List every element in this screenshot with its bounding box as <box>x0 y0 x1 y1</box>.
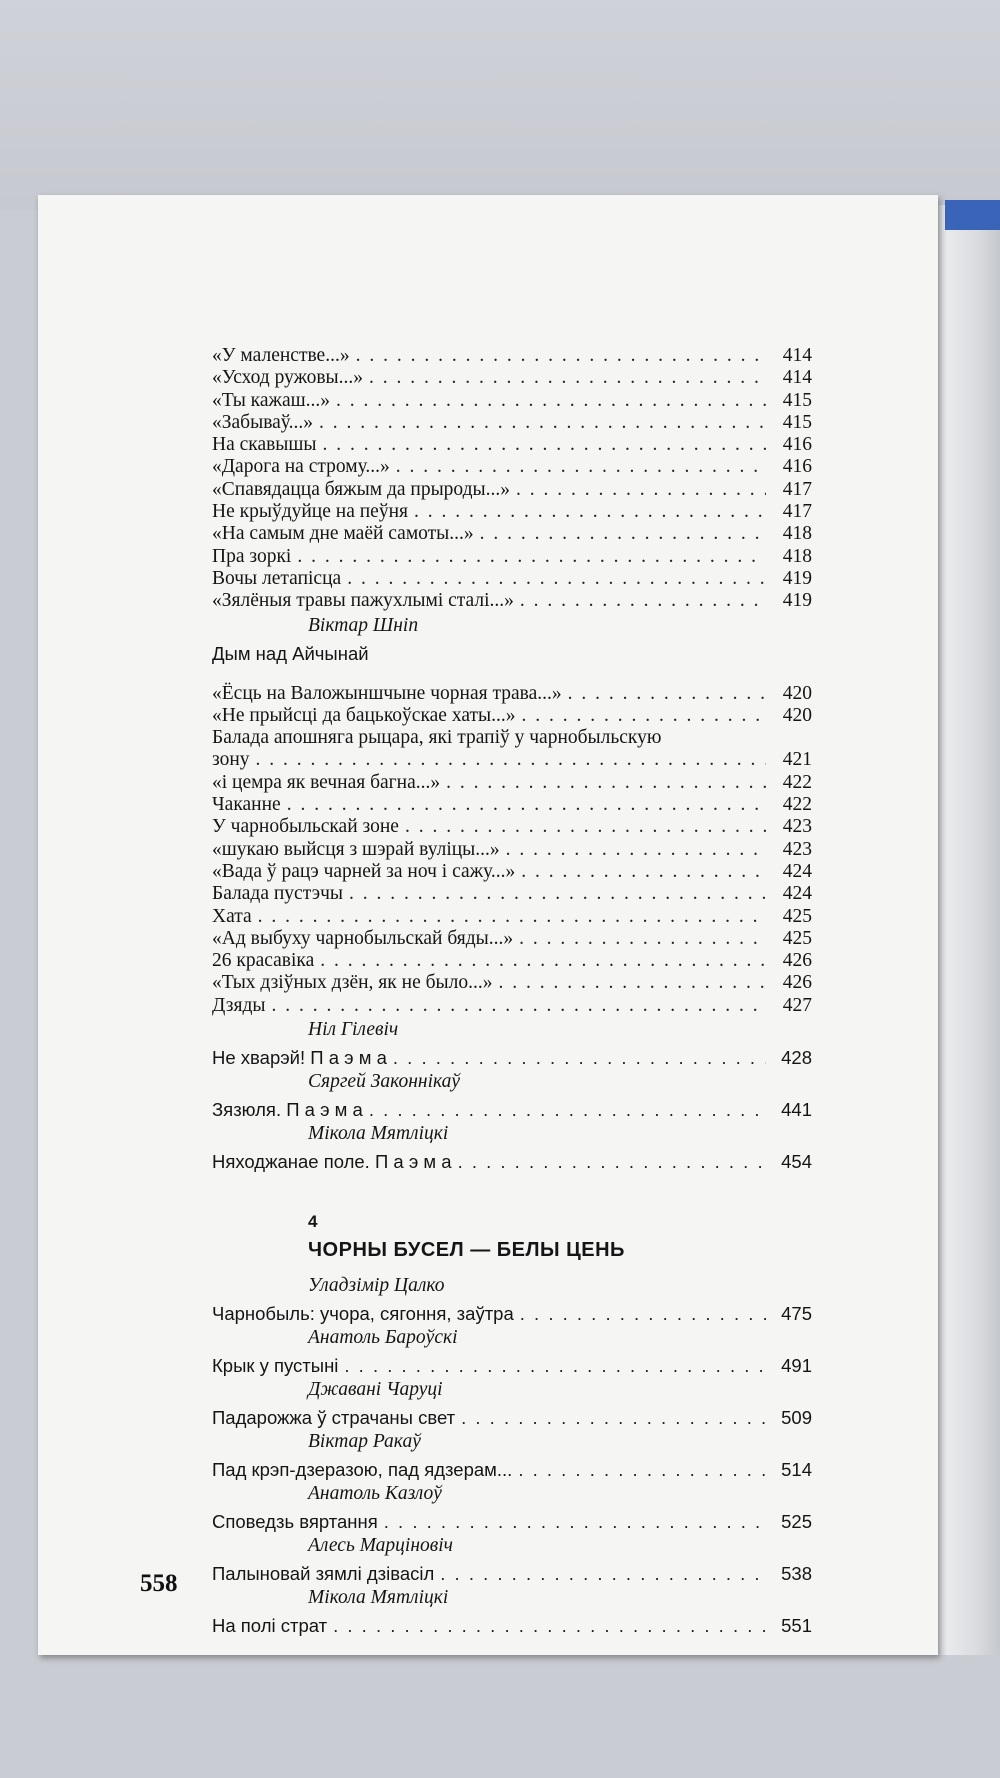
toc-entry-title-cont: зону <box>212 749 250 771</box>
toc-entry-page: 416 <box>782 434 812 456</box>
toc-entry-title: Споведзь вяртання <box>212 1510 378 1532</box>
toc-entry-page: 418 <box>782 523 812 545</box>
toc-entry <box>212 1559 812 1585</box>
toc-entry-title: «Тых дзіўных дзён, як не было...» <box>212 972 493 994</box>
leader-dots <box>336 390 766 412</box>
toc-entry <box>212 972 812 994</box>
author-name: Мікола Мятліцкі <box>308 1587 449 1609</box>
toc-entry-title: На полі страт <box>212 1614 328 1636</box>
leader-dots <box>506 839 766 861</box>
toc-entry-page: 414 <box>782 367 812 389</box>
toc-entry-title: «Забываў...» <box>212 411 313 433</box>
toc-entry <box>212 590 812 612</box>
toc-entry-page: 525 <box>781 1510 812 1532</box>
toc-entry-page: 425 <box>782 927 812 949</box>
leader-dots <box>458 1151 766 1173</box>
leader-dots <box>333 1615 766 1637</box>
toc-entry <box>212 456 812 478</box>
leader-dots <box>520 590 766 612</box>
toc-entry-title: «Ёсць на Валожыншчыне чорная трава...» <box>212 682 562 704</box>
toc-entry-title: «На самым дне маёй самоты...» <box>212 523 474 545</box>
toc-entry <box>212 995 812 1017</box>
leader-dots <box>516 479 766 501</box>
toc-entry-title: Не крыўдуйце на пеўня <box>212 501 408 523</box>
author-name: Анатоль Казлоў <box>308 1483 442 1505</box>
toc-entry-title: Вочы летапісца <box>212 567 342 589</box>
toc-entry-page: 426 <box>782 972 812 994</box>
toc-group-2 <box>212 683 812 728</box>
toc-entry <box>212 390 812 412</box>
toc-entry-title: 26 красавіка <box>212 950 315 972</box>
table-of-contents <box>212 345 812 1637</box>
leader-dots <box>320 950 766 972</box>
leader-dots <box>369 367 766 389</box>
leader-dots <box>349 883 766 905</box>
author-name: Мікола Мятліцкі <box>308 1123 449 1145</box>
toc-entry-page: 424 <box>782 860 812 882</box>
toc-entry-title: Няходжанае поле. П а э м а <box>212 1150 452 1172</box>
toc-entry-page: 416 <box>782 456 812 478</box>
toc-entry <box>212 1507 812 1533</box>
toc-entry-title: «Усход ружовы...» <box>212 367 364 389</box>
toc-entry-title: Хата <box>212 905 252 927</box>
toc-entry-title: Крык у пустыні <box>212 1354 339 1376</box>
leader-dots <box>461 1407 766 1429</box>
toc-entry-page: 475 <box>781 1302 812 1324</box>
leader-dots <box>323 434 766 456</box>
section-number: 4 <box>308 1212 318 1232</box>
toc-entry-page: 419 <box>782 590 812 612</box>
toc-entry-page: 417 <box>782 501 812 523</box>
toc-entry-page: 415 <box>782 411 812 433</box>
toc-poems <box>212 1017 812 1173</box>
toc-entry-title: Палыновай зямлі дзівасіл <box>212 1562 435 1584</box>
toc-entry-page: 441 <box>781 1098 812 1120</box>
leader-dots <box>393 1047 766 1069</box>
toc-entry-title: «Не прыйсці да бацькоўскае хаты...» <box>212 704 516 726</box>
toc-entry-page: 454 <box>781 1150 812 1172</box>
toc-entry <box>212 1403 812 1429</box>
toc-entry <box>212 1455 812 1481</box>
toc-entry-page: 414 <box>782 345 812 366</box>
toc-entry-title: Чаканне <box>212 794 281 816</box>
toc-entry-page: 509 <box>781 1406 812 1428</box>
toc-entry <box>212 568 812 590</box>
toc-entry-page: 514 <box>781 1458 812 1480</box>
toc-entry <box>212 861 812 883</box>
leader-dots <box>405 816 766 838</box>
toc-entry-page: 424 <box>782 883 812 905</box>
toc-entry-page: 423 <box>782 816 812 838</box>
author-name: Уладзімір Цалко <box>308 1275 445 1297</box>
toc-entry-title: «Ад выбуху чарнобыльскай бяды...» <box>212 927 514 949</box>
leader-dots <box>414 501 766 523</box>
toc-entry-title: Пад крэп-дзеразою, пад ядзерам... <box>212 1458 513 1480</box>
author-name: Ніл Гілевіч <box>308 1019 399 1041</box>
toc-entry <box>212 523 812 545</box>
toc-entry-title: «і цемра як вечная багна...» <box>212 771 441 793</box>
toc-entry-title: «шукаю выйсця з шэрай вуліцы...» <box>212 838 500 860</box>
toc-entry <box>212 928 812 950</box>
toc-entry-page: 422 <box>782 794 812 816</box>
toc-entry-page: 419 <box>782 567 812 589</box>
toc-entry-title: Не хварэй! П а э м а <box>212 1046 387 1068</box>
toc-entry <box>212 683 812 705</box>
toc-entry <box>212 1095 812 1121</box>
toc-entry <box>212 479 812 501</box>
author-name: Анатоль Бароўскі <box>308 1327 458 1349</box>
toc-entry <box>212 1147 812 1173</box>
toc-entry-title: Балада апошняга рыцара, які трапіў у чарнобыльскую <box>212 727 662 749</box>
leader-dots <box>319 412 766 434</box>
toc-entry-page: 427 <box>782 994 812 1016</box>
toc-entry <box>212 1351 812 1377</box>
author-name: Віктар Шніп <box>308 614 419 636</box>
toc-entry-page: 422 <box>782 771 812 793</box>
leader-dots <box>369 1099 766 1121</box>
toc-entry-page: 420 <box>782 704 812 726</box>
leader-dots <box>498 972 766 994</box>
leader-dots <box>297 546 766 568</box>
leader-dots <box>520 1303 766 1325</box>
toc-entry <box>212 367 812 389</box>
section-title: ЧОРНЫ БУСЕЛ — БЕЛЫ ЦЕНЬ <box>308 1239 625 1262</box>
leader-dots <box>271 995 766 1017</box>
toc-entry-page: 421 <box>782 749 812 771</box>
book-cover-corner <box>945 200 1000 230</box>
toc-entry-page: 418 <box>782 545 812 567</box>
toc-group-3 <box>212 772 812 1017</box>
toc-entry-title: На скавышы <box>212 434 317 456</box>
toc-entry <box>212 345 812 367</box>
author-name: Віктар Ракаў <box>308 1431 421 1453</box>
toc-entry-page: 425 <box>782 905 812 927</box>
toc-entry <box>212 794 812 816</box>
toc-entry <box>212 501 812 523</box>
toc-entry <box>212 816 812 838</box>
leader-dots <box>440 1563 766 1585</box>
leader-dots <box>396 456 766 478</box>
toc-entry <box>212 950 812 972</box>
leader-dots <box>568 683 766 705</box>
toc-entry <box>212 412 812 434</box>
toc-entry-title: Дзяды <box>212 994 266 1016</box>
toc-entry-title: Падарожжа ў страчаны свет <box>212 1406 456 1428</box>
leader-dots <box>518 1459 766 1481</box>
toc-entry-title: У чарнобыльскай зоне <box>212 816 399 838</box>
leader-dots <box>480 523 766 545</box>
leader-dots <box>287 794 766 816</box>
toc-entry <box>212 906 812 928</box>
toc-entry-title: «У маленстве...» <box>212 345 350 366</box>
author-name: Алесь Марціновіч <box>308 1535 453 1557</box>
toc-entry-page: 491 <box>781 1354 812 1376</box>
leader-dots <box>344 1355 766 1377</box>
toc-entry-title: «Зялёныя травы пажухлымі сталі...» <box>212 590 514 612</box>
toc-entry <box>212 772 812 794</box>
toc-entry-page: 426 <box>782 950 812 972</box>
leader-dots <box>521 861 766 883</box>
toc-entry-page: 415 <box>782 389 812 411</box>
leader-dots <box>258 906 766 928</box>
leader-dots <box>356 345 766 367</box>
toc-entry-title: Чарнобыль: учора, сягоння, заўтра <box>212 1302 514 1324</box>
toc-entry <box>212 839 812 861</box>
toc-entry-title: Пра зоркі <box>212 545 292 567</box>
toc-entry-title: «Ты кажаш...» <box>212 389 331 411</box>
toc-entry-page: 538 <box>781 1562 812 1584</box>
leader-dots <box>446 772 766 794</box>
toc-entry <box>212 434 812 456</box>
author-name: Джавані Чаруці <box>308 1379 443 1401</box>
leader-dots <box>519 928 766 950</box>
toc-entry-title: «Спавядацца бяжым да прыроды...» <box>212 478 511 500</box>
toc-entry-title: Балада пустэчы <box>212 883 343 905</box>
toc-section-entries <box>212 1273 812 1637</box>
toc-entry-page: 417 <box>782 478 812 500</box>
toc-entry-title: «Дарога на строму...» <box>212 456 390 478</box>
toc-entry-page: 420 <box>782 682 812 704</box>
toc-entry <box>212 883 812 905</box>
toc-entry-page: 551 <box>781 1614 812 1636</box>
toc-entry <box>212 705 812 727</box>
toc-entry-wrapped <box>212 727 812 772</box>
leader-dots <box>384 1511 766 1533</box>
leader-dots <box>347 568 766 590</box>
page-number: 558 <box>140 1570 178 1597</box>
leader-dots <box>521 705 766 727</box>
toc-entry-title: «Вада ў рацэ чарней за ноч і сажу...» <box>212 860 516 882</box>
toc-group-1 <box>212 345 812 613</box>
background <box>0 0 1000 210</box>
toc-entry <box>212 1611 812 1637</box>
cycle-title: Дым над Айчынай <box>212 642 369 664</box>
toc-entry <box>212 546 812 568</box>
toc-entry-page: 423 <box>782 838 812 860</box>
toc-entry-title: Зязюля. П а э м а <box>212 1098 363 1120</box>
leader-dots <box>256 749 766 771</box>
author-name: Сяргей Законнікаў <box>308 1071 461 1093</box>
toc-entry <box>212 1043 812 1069</box>
toc-entry <box>212 1299 812 1325</box>
toc-entry-page: 428 <box>781 1046 812 1068</box>
